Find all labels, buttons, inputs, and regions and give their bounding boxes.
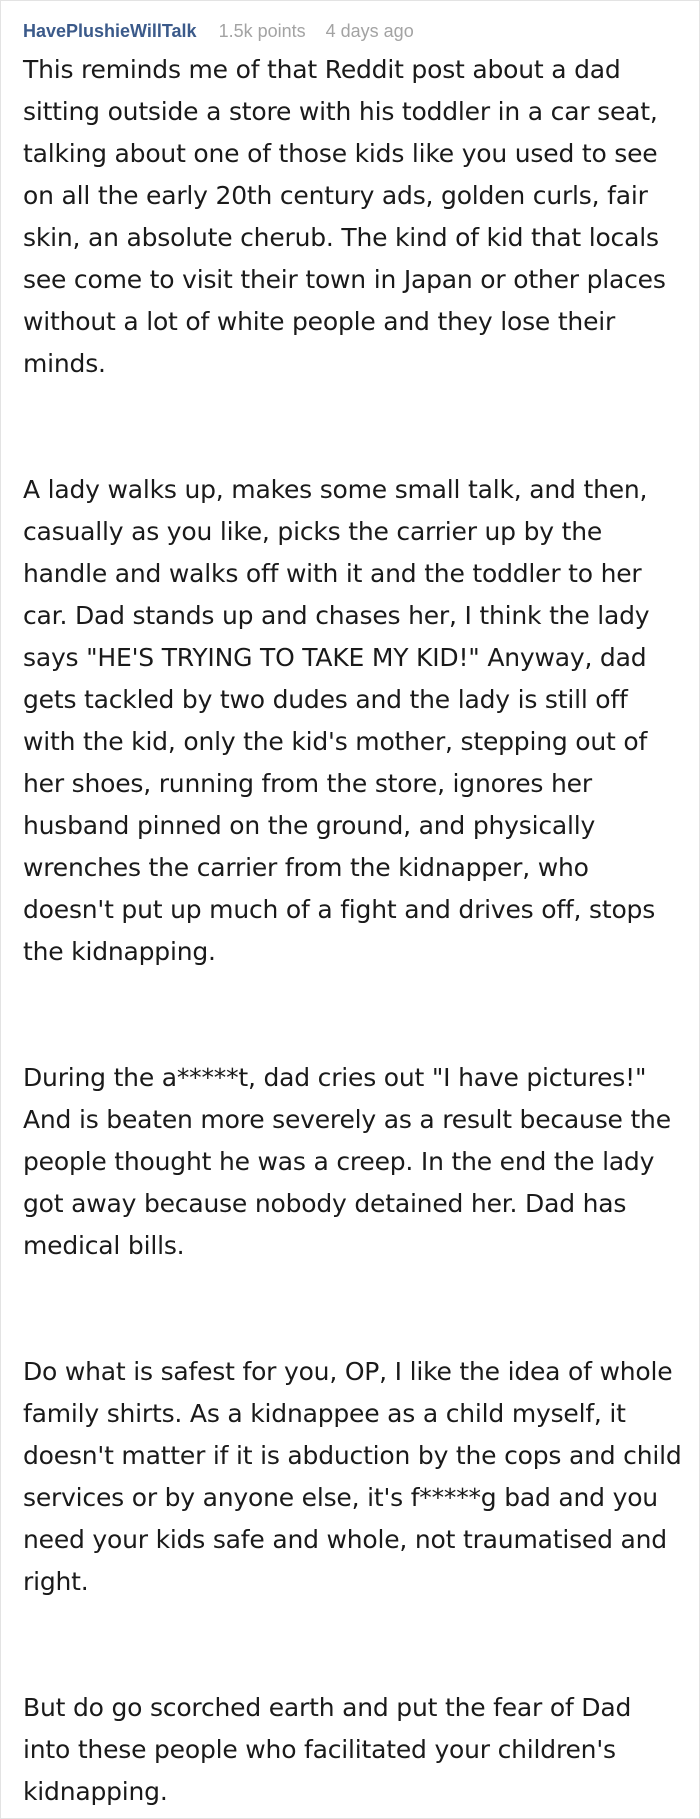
comment-body [23,49,683,1813]
comment-paragraph: But do go scorched earth and put the fear of Dad into these people who facilitated your children's kidnapping. [23,1693,632,1806]
comment-paragraph: Do what is safest for you, OP, I like the idea of whole family shirts. As a kidnappee as a child myself, it doesn't matter if it is abduction by the cops and child services or by anyone else, it's f*****g bad and you need your kids safe and whole, not traumatised and right. [23,1357,682,1596]
comment-points: 1.5k points [218,20,306,41]
comment-paragraph: During the a*****t, dad cries out "I have pictures!" And is beaten more severely as a result because the people thought he was a creep. In the end the lady got away because nobody detained her. Dad has medical bills. [23,1063,671,1260]
comment-paragraph: A lady walks up, makes some small talk, and then, casually as you like, picks the carrier up by the handle and walks off with it and the toddler to her car. Dad stands up and chases her, I think the lady says "HE'S TRYING TO TAKE MY KID!" Anyway, dad gets tackled by two dudes and the lady is still off with the kid, only the kid's mother, stepping out of her shoes, running from the store, ignores her husband pinned on the ground, and physically wrenches the carrier from the kidnapper, who doesn't put up much of a fight and drives off, stops the kidnapping. [23,475,656,966]
comment-timestamp: 4 days ago [325,20,414,41]
comment-meta [23,19,414,43]
comment-paragraph: This reminds me of that Reddit post about a dad sitting outside a store with his toddler in a car seat, talking about one of those kids like you used to see on all the early 20th century ads, golden curls, fair skin, an absolute cherub. The kind of kid that locals see come to visit their town in Japan or other places without a lot of white people and they lose their minds. [23,55,666,378]
comment-author-link[interactable]: HavePlushieWillTalk [23,20,197,41]
